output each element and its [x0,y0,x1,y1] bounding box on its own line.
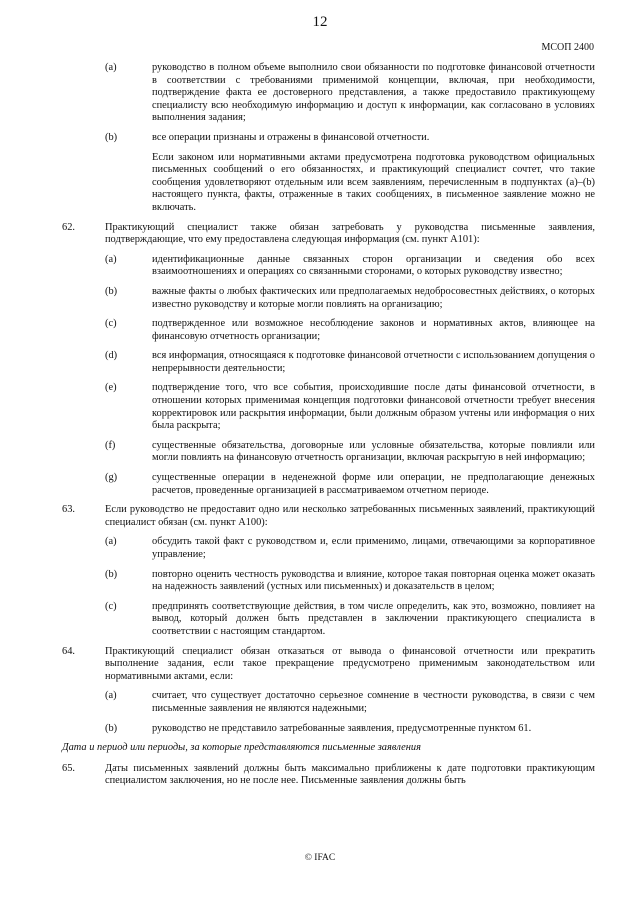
item-label: (b) [105,131,118,143]
list-item [105,536,595,561]
paragraph-number: 63. [62,504,75,516]
list-item [105,350,595,375]
item-label: (b) [105,568,118,580]
paragraph-63 [62,504,595,638]
item-label: (a) [105,690,117,702]
paragraph-text: Практикующий специалист обязан отказаться от вывода о финансовой отчетности или прекратить выполнение задания, если такое прекращение предусмотрено применимым законодательством или нормативными актами, если: [105,645,595,682]
list-item [105,690,595,715]
list-item [105,723,595,736]
paragraph-62 [62,221,595,498]
item-text: повторно оценить честность руководства и влияние, которое такая повторная оценка может оказать на надежность заявлений (устных или письменных) и доказательств в целом; [152,568,595,593]
list-item [105,440,595,465]
standard-code: МСОП 2400 [541,42,594,53]
item-text: обсудить такой факт с руководством и, если применимо, лицами, отвечающими за корпоративное управление; [152,536,595,560]
item-text: считает, что существует достаточно серьезное сомнение в честности руководства, в связи с чем письменные заявления не являются надежными; [152,690,595,714]
paragraph-text: Даты письменных заявлений должны быть максимально приближены к дате подготовки практикующим специалистом заключения, но не после нее. Письменные заявления должны быть [105,762,595,787]
item-text: предпринять соответствующие действия, в том числе определить, как это, возможно, повлияет на вывод, который должен быть представлен в заключении практикующего специалиста в соответствии с настоящим стандартом. [152,600,595,637]
item-text: подтверждение того, что все события, происходившие после даты финансовой отчетности, в отношении которых применимая концепция подготовки финансовой отчетности требует внесения корректировок или раскрытия информации, были должным образом учтены или информация о них была раскрыта; [152,382,595,432]
item-text: руководство в полном объеме выполнило свои обязанности по подготовке финансовой отчетности в соответствии с требованиями применимой концепции, включая, при необходимости, подтверждение факта ее достоверного представления, а также предоставило практикующему специалисту всю необходимую информацию и доступ к информации, как согласовано в условиях выполнения задания; [152,62,595,124]
page-body [62,62,595,795]
list-item [105,472,595,497]
item-text: важные факты о любых фактических или предполагаемых недобросовестных действиях, о которых известно руководству и которые могли повлиять на организацию; [152,285,595,310]
paragraph-text: Практикующий специалист также обязан затребовать у руководства письменные заявления, подтверждающие, что ему предоставлена следующая информация (см. пункт A101): [105,221,595,246]
paragraph-64 [62,645,595,736]
item-text: все операции признаны и отражены в финансовой отчетности. [152,131,430,143]
item-label: (f) [105,439,116,451]
item-text: существенные операции в неденежной форме или операции, не предполагающие денежных расчетов, проведенные организацией в рассматриваемом отчетном периоде. [152,472,595,496]
list-item [105,286,595,311]
item-label: (b) [105,285,118,297]
list-item [105,569,595,594]
list-item [105,132,595,145]
item-text: подтвержденное или возможное несоблюдение законов и нормативных актов, влияющее на финансовую отчетность организации; [152,318,595,342]
item-text: вся информация, относящаяся к подготовке финансовой отчетности с использованием допущения о непрерывности деятельности; [152,350,595,374]
item-text: руководство не представило затребованные заявления, предусмотренные пунктом 61. [152,722,532,734]
list-item [105,254,595,279]
item-label: (d) [105,350,118,362]
item-text: идентификационные данные связанных сторон организации и сведения обо всех взаимоотношениях и операциях со связанными сторонами, о которых руководству известно; [152,253,595,278]
paragraph-61-note: Если законом или нормативными актами предусмотрена подготовка руководством официальных письменных сообщений о его обязанностях, и практикующий специалист сочтет, что такие сообщения удовлетворяют отдельным или всем заявлениям, перечисленным в подпунктах (a)–(b) настоящего пункта, факты, отраженные в таких сообщениях, в письменное заявление можно не включать. [152,151,595,213]
list-item [105,601,595,639]
item-label: (a) [105,253,117,265]
item-label: (a) [105,62,117,73]
item-label: (g) [105,472,118,484]
list-item [105,62,595,125]
list-item [105,382,595,432]
paragraph-number: 64. [62,645,75,657]
item-label: (b) [105,722,118,734]
paragraph-number: 62. [62,221,75,233]
copyright-footer: © IFAC [304,853,336,863]
list-item [105,318,595,343]
item-text: существенные обязательства, договорные или условные обязательства, которые повлияли или могли повлиять на финансовую отчетность организации, включая раскрытую в ней информацию; [152,439,595,464]
page-number: 12 [312,14,328,30]
item-label: (a) [105,536,117,548]
section-heading: Дата и период или периоды, за которые представляются письменные заявления [62,742,421,754]
paragraph-text: Если руководство не предоставит одно или несколько затребованных письменных заявлений, практикующий специалист обязан (см. пункт A100): [105,504,595,528]
item-label: (e) [105,382,117,394]
item-label: (c) [105,600,117,612]
paragraph-number: 65. [62,762,75,774]
item-label: (c) [105,318,117,330]
paragraph-65 [62,762,595,788]
